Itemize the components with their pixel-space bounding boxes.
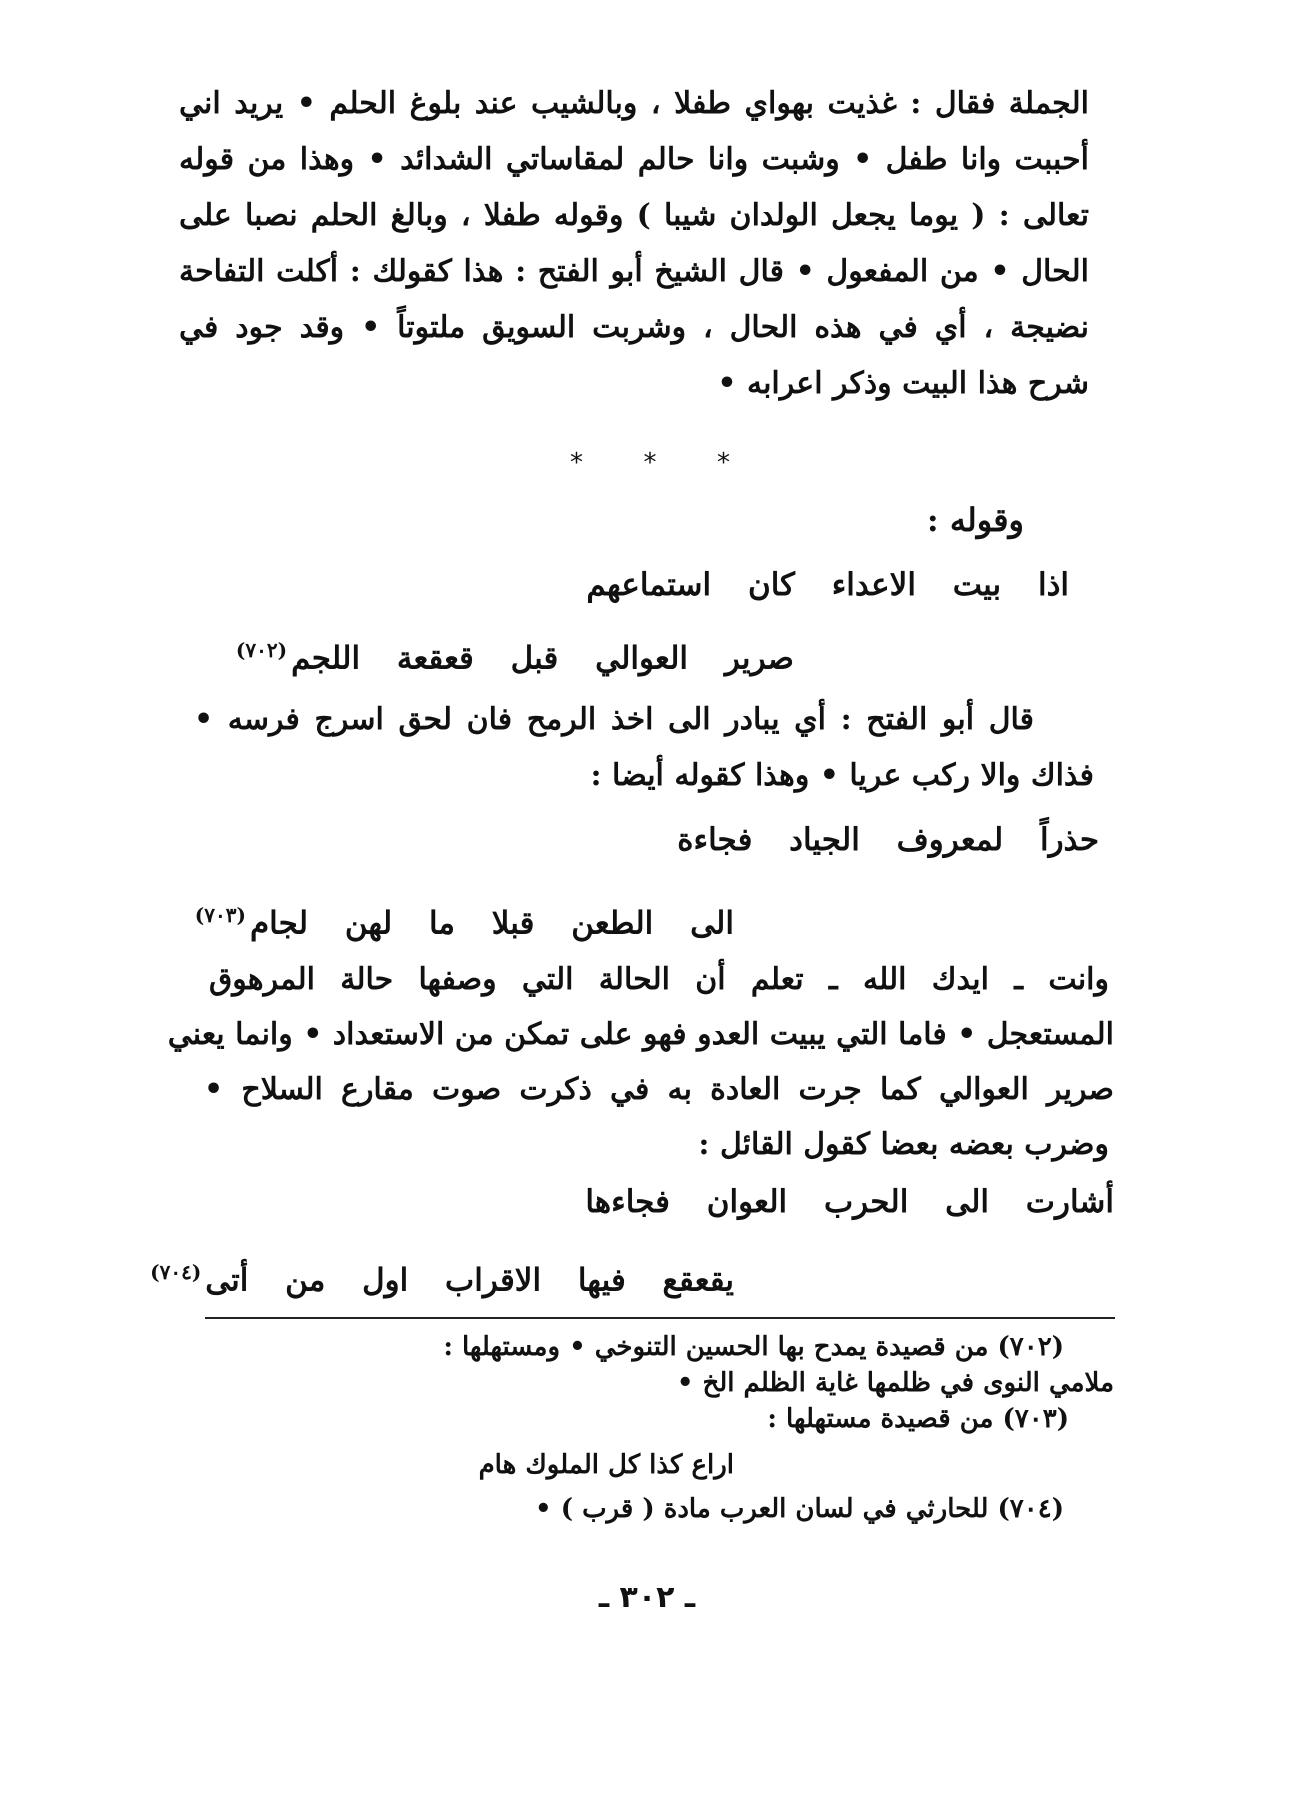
paragraph-1-line-4: الحال • من المفعول • قال الشيخ أبو الفتح : هذا كقولك : أكلت التفاحة [179,254,1089,289]
paragraph-1-line-2: أحببت وانا طفل • وشبت وانا حالم لمقاساتي الشدائد • وهذا من قوله [179,142,1089,177]
verse-1-line-2 [236,630,794,678]
paragraph-3-line-1: وانت ـ ايدك الله ـ تعلم أن الحالة التي وصفها حالة المرهوق [209,962,1109,997]
verse-text: يقعقع فيها الاقراب اول من أتى [205,1262,734,1299]
verse-text: الى الطعن قبلا ما لهن لجام [249,905,734,942]
paragraph-3-line-2: المستعجل • فاما التي يبيت العدو فهو على تمكن من الاستعداد • وانما يعني [167,1017,1114,1052]
footnote-702-line-2: ملامي النوى في ظلمها غاية الظلم الخ • [676,1368,1114,1398]
paragraph-3-line-3: صرير العوالي كما جرت العادة به في ذكرت صوت مقارع السلاح • [204,1072,1114,1107]
star-icon: * [717,448,730,478]
footnote-702-line-1: (٧٠٢) من قصيدة يمدح بها الحسين التنوخي • ومستهلها : [443,1332,1064,1362]
verse-1-line-1: اذا بيت الاعداء كان استماعهم [586,567,1069,603]
verse-2-line-1: حذراً لمعروف الجياد فجاءة [677,822,1099,858]
footnote-divider [205,1317,1115,1319]
paragraph-1-line-6: شرح هذا البيت وذكر اعرابه • [717,366,1089,401]
paragraph-1-line-5: نضيجة ، أي في هذه الحال ، وشربت السويق ملتوتاً • وقد جود في [179,310,1089,345]
verse-2-line-2 [195,895,734,943]
section-heading: وقوله : [926,501,1024,539]
footnote-703-line-1: (٧٠٣) من قصيدة مستهلها : [767,1404,1069,1434]
section-separator [570,448,730,478]
footnote-ref-703: (٧٠٣) [194,903,246,927]
footnote-703-line-2: اراع كذا كل الملوك هام [478,1450,734,1480]
paragraph-1-line-3: تعالى : ( يوما يجعل الولدان شيبا ) وقوله طفلا ، وبالغ الحلم نصبا على [179,198,1089,233]
verse-text: صرير العوالي قبل قعقعة اللجم [291,640,794,677]
verse-3-line-2 [150,1252,734,1300]
verse-3-line-1: أشارت الى الحرب العوان فجاءها [585,1184,1114,1220]
paragraph-3-line-4: وضرب بعضه بعضا كقول القائل : [698,1127,1109,1162]
paragraph-2-line-1: قال أبو الفتح : أي يبادر الى اخذ الرمح فان لحق اسرج فرسه • [194,702,1034,737]
page-number: ـ ٣٠٢ ـ [598,1580,696,1615]
paragraph-2-line-2: فذاك والا ركب عريا • وهذا كقوله أيضا : [590,758,1094,793]
footnote-ref-702: (٧٠٢) [235,638,288,662]
footnote-ref-704: (٧٠٤) [150,1260,202,1284]
footnote-704-line-1: (٧٠٤) للحارثي في لسان العرب مادة ( قرب ) • [535,1494,1064,1524]
star-icon: * [570,448,583,478]
star-icon: * [643,448,657,478]
paragraph-1-line-1: الجملة فقال : غذيت بهواي طفلا ، وبالشيب عند بلوغ الحلم • يريد اني [179,86,1089,121]
